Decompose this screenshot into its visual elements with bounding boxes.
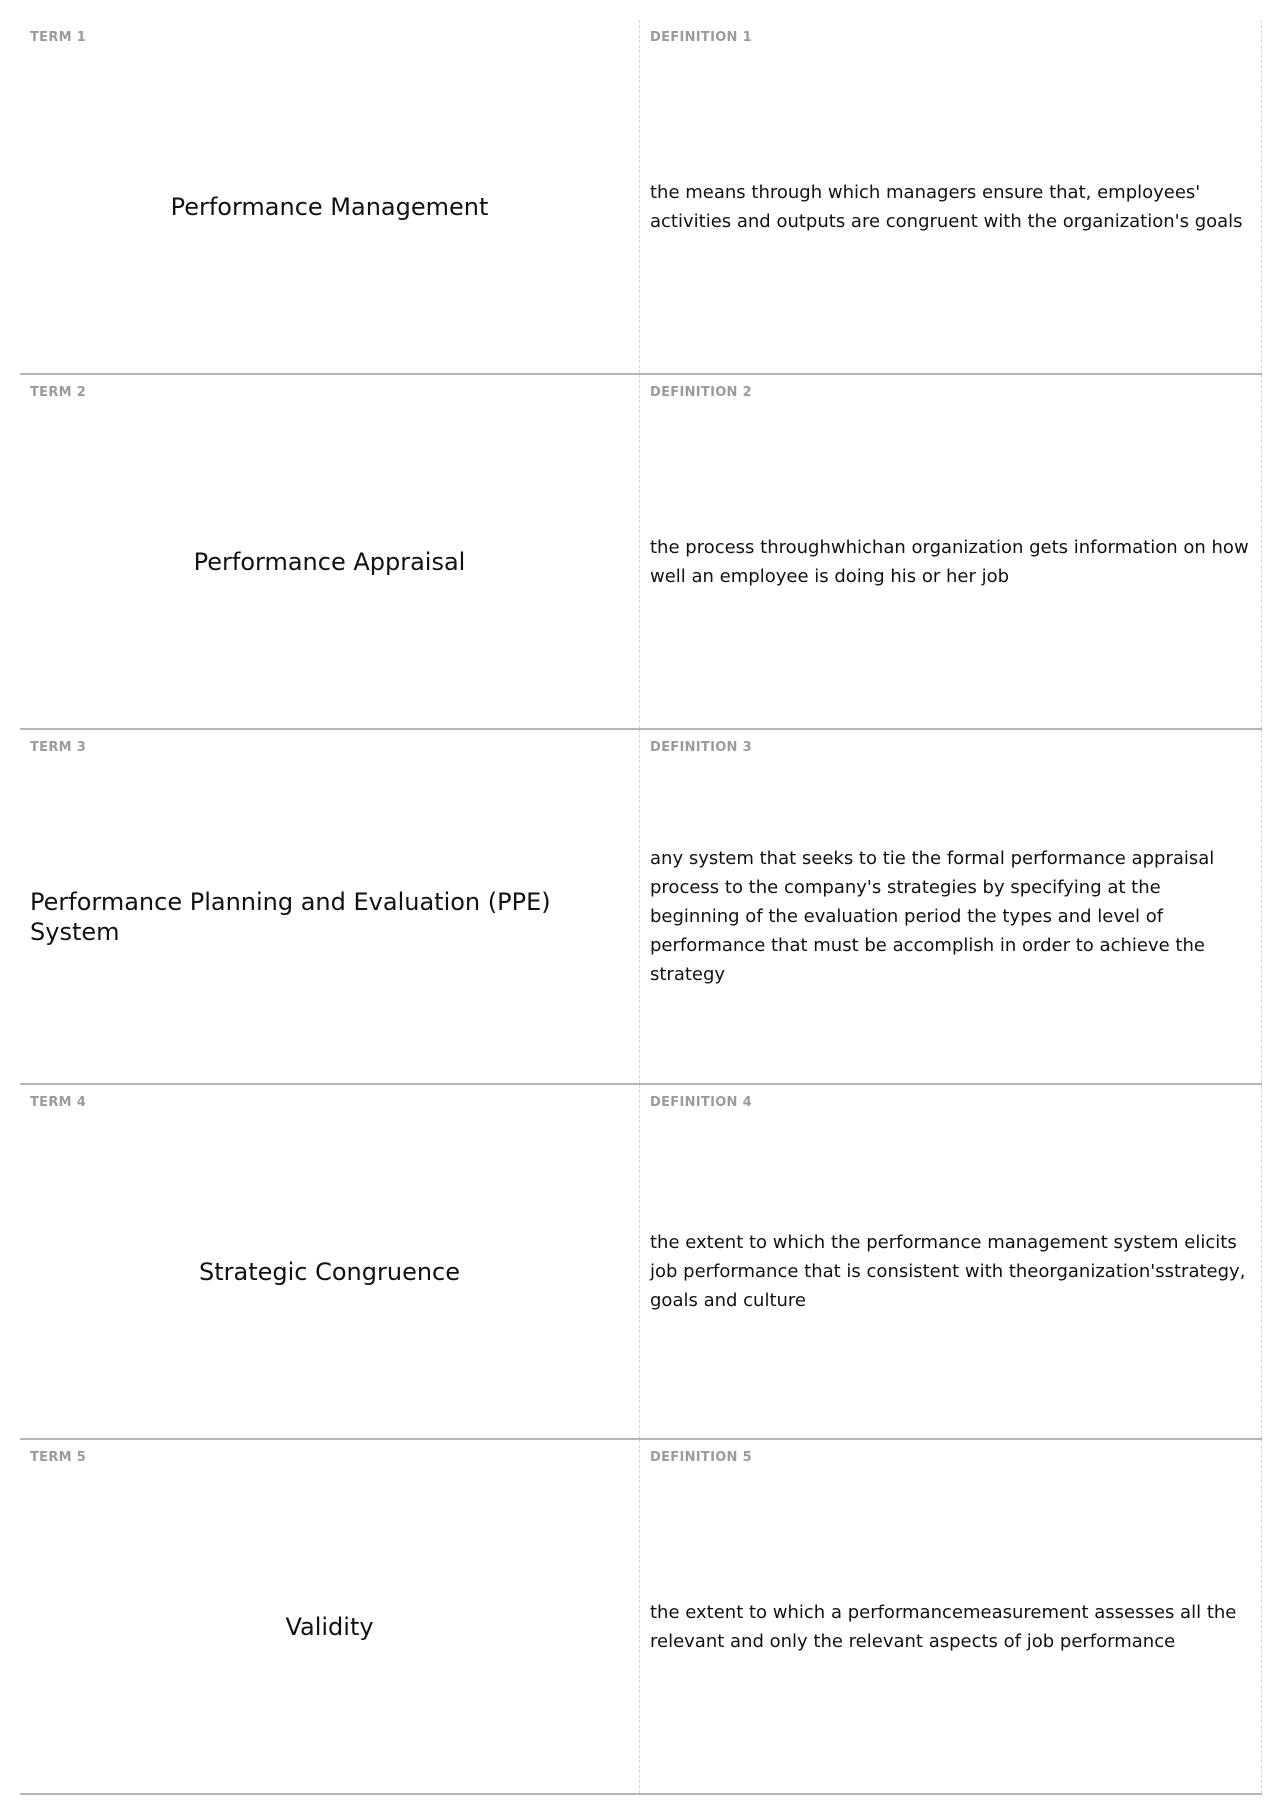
term-label: TERM 2 xyxy=(30,385,87,400)
definition-text: the means through which managers ensure that, employees' activities and outputs are congruent with the organization's goals xyxy=(650,181,1243,232)
term-label: TERM 3 xyxy=(30,740,87,755)
flashcard-sheet xyxy=(20,20,1262,1795)
term-text: Performance Management xyxy=(170,192,489,221)
term-text: Strategic Congruence xyxy=(198,1257,461,1286)
definition-cell xyxy=(640,1440,1262,1793)
term-cell xyxy=(20,1085,640,1438)
term-cell xyxy=(20,375,640,728)
definition-text: the process throughwhichan organization gets information on how well an employee is doing his or her job xyxy=(650,536,1249,587)
definition-text: the extent to which the performance management system elicits job performance that is consistent with theorganization'sstrategy, goals and culture xyxy=(650,1232,1246,1311)
definition-text: any system that seeks to tie the formal performance appraisal process to the company's strategies by specifying at the beginning of the evaluation period the types and level of performance that must be accomplish in order to achieve the strategy xyxy=(650,848,1215,985)
flashcard-row xyxy=(20,1085,1262,1440)
term-cell xyxy=(20,730,640,1083)
term-label: TERM 1 xyxy=(30,30,87,45)
term-cell xyxy=(20,20,640,373)
definition-cell xyxy=(640,20,1262,373)
definition-label: DEFINITION 2 xyxy=(650,385,752,400)
term-label: TERM 5 xyxy=(30,1450,87,1465)
flashcard-row xyxy=(20,730,1262,1085)
definition-text: the extent to which a performancemeasurement assesses all the relevant and only the relevant aspects of job performance xyxy=(650,1601,1237,1652)
definition-cell xyxy=(640,730,1262,1083)
flashcard-row xyxy=(20,375,1262,730)
term-text: Validity xyxy=(285,1612,374,1641)
definition-label: DEFINITION 5 xyxy=(650,1450,752,1465)
definition-label: DEFINITION 1 xyxy=(650,30,752,45)
definition-cell xyxy=(640,1085,1262,1438)
term-label: TERM 4 xyxy=(30,1095,87,1110)
term-text: Performance Planning and Evaluation (PPE) System xyxy=(30,887,551,946)
flashcard-row xyxy=(20,20,1262,375)
flashcard-row xyxy=(20,1440,1262,1795)
term-text: Performance Appraisal xyxy=(193,547,466,576)
definition-cell xyxy=(640,375,1262,728)
definition-label: DEFINITION 3 xyxy=(650,740,752,755)
definition-label: DEFINITION 4 xyxy=(650,1095,752,1110)
term-cell xyxy=(20,1440,640,1793)
